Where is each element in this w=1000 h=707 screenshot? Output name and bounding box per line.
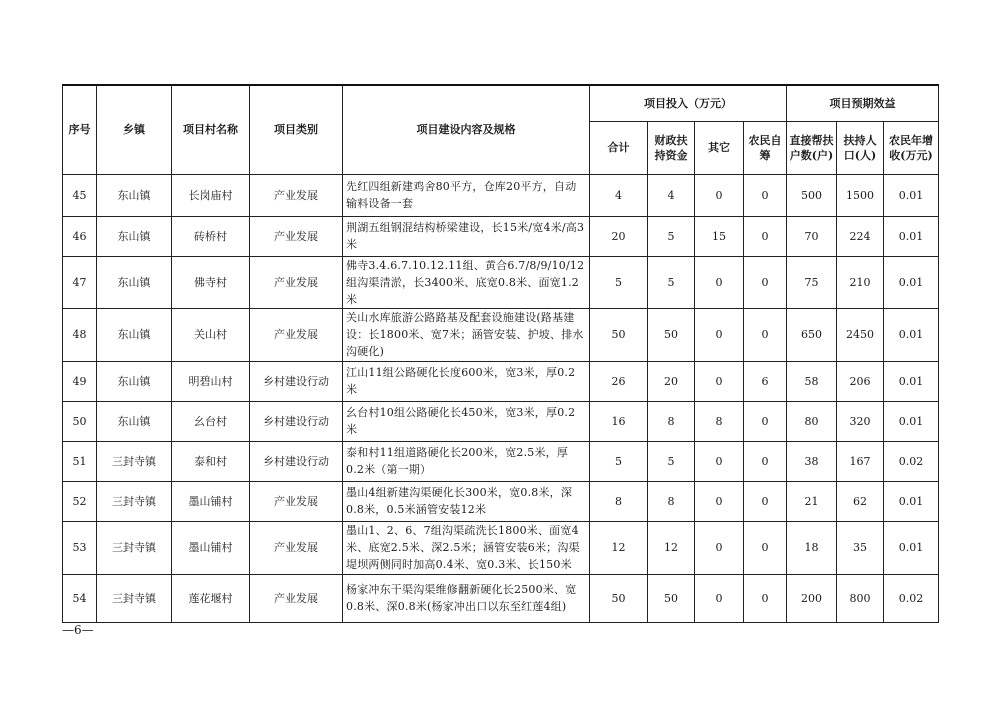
row-content: 佛寺3.4.6.7.10.12.11组、黄合6.7/8/9/10/12组沟渠清淤，长3400米、底宽0.8米、面宽1.2米 <box>343 256 590 308</box>
row-category: 产业发展 <box>250 574 343 622</box>
row-farmer: 0 <box>744 174 787 216</box>
table-row <box>63 401 939 441</box>
row-township: 三封寺镇 <box>97 521 172 574</box>
row-fiscal: 50 <box>648 574 695 622</box>
row-village: 幺台村 <box>172 401 250 441</box>
row-households: 38 <box>787 441 837 481</box>
row-content: 江山11组公路硬化长度600米，宽3米，厚0.2米 <box>343 361 590 401</box>
row-township: 东山镇 <box>97 401 172 441</box>
row-farmer: 0 <box>744 401 787 441</box>
row-serial: 49 <box>63 361 97 401</box>
project-table <box>62 84 939 623</box>
row-total: 26 <box>590 361 648 401</box>
row-population: 35 <box>837 521 884 574</box>
table-row <box>63 441 939 481</box>
row-content: 墨山4组新建沟渠硬化长300米，宽0.8米，深0.8米，0.5米涵管安装12米 <box>343 481 590 521</box>
row-village: 墨山铺村 <box>172 481 250 521</box>
row-fiscal: 5 <box>648 441 695 481</box>
table-row <box>63 174 939 216</box>
row-other: 8 <box>695 401 744 441</box>
header-row-1 <box>63 85 939 121</box>
row-income: 0.01 <box>884 521 939 574</box>
row-fiscal: 4 <box>648 174 695 216</box>
row-farmer: 0 <box>744 574 787 622</box>
row-serial: 45 <box>63 174 97 216</box>
table-row <box>63 308 939 361</box>
table-row <box>63 521 939 574</box>
header-fiscal: 财政扶持资金 <box>648 121 695 174</box>
row-serial: 50 <box>63 401 97 441</box>
row-farmer: 0 <box>744 481 787 521</box>
page-number: —6— <box>62 623 94 637</box>
row-fiscal: 5 <box>648 256 695 308</box>
row-population: 206 <box>837 361 884 401</box>
header-other: 其它 <box>695 121 744 174</box>
row-township: 东山镇 <box>97 256 172 308</box>
row-other: 0 <box>695 256 744 308</box>
row-population: 320 <box>837 401 884 441</box>
row-category: 产业发展 <box>250 216 343 256</box>
row-fiscal: 5 <box>648 216 695 256</box>
row-township: 东山镇 <box>97 216 172 256</box>
row-category: 产业发展 <box>250 521 343 574</box>
row-other: 15 <box>695 216 744 256</box>
row-village: 莲花堰村 <box>172 574 250 622</box>
header-township: 乡镇 <box>97 85 172 174</box>
row-total: 8 <box>590 481 648 521</box>
row-category: 产业发展 <box>250 256 343 308</box>
row-fiscal: 12 <box>648 521 695 574</box>
row-income: 0.01 <box>884 216 939 256</box>
row-households: 650 <box>787 308 837 361</box>
row-farmer: 0 <box>744 521 787 574</box>
header-category: 项目类别 <box>250 85 343 174</box>
row-village: 关山村 <box>172 308 250 361</box>
row-income: 0.01 <box>884 174 939 216</box>
table-row <box>63 256 939 308</box>
row-income: 0.02 <box>884 441 939 481</box>
row-village: 明碧山村 <box>172 361 250 401</box>
row-content: 关山水库旅游公路路基及配套设施建设(路基建设：长1800米、宽7米；涵管安装、护坡、排水沟硬化) <box>343 308 590 361</box>
table-row <box>63 216 939 256</box>
row-fiscal: 50 <box>648 308 695 361</box>
row-other: 0 <box>695 308 744 361</box>
row-households: 200 <box>787 574 837 622</box>
row-households: 58 <box>787 361 837 401</box>
header-income: 农民年增收(万元) <box>884 121 939 174</box>
row-serial: 48 <box>63 308 97 361</box>
row-population: 1500 <box>837 174 884 216</box>
row-farmer: 0 <box>744 441 787 481</box>
row-population: 210 <box>837 256 884 308</box>
row-farmer: 0 <box>744 256 787 308</box>
row-income: 0.01 <box>884 308 939 361</box>
row-farmer: 0 <box>744 308 787 361</box>
header-farmer: 农民自筹 <box>744 121 787 174</box>
row-income: 0.02 <box>884 574 939 622</box>
table-row <box>63 361 939 401</box>
header-population: 扶持人口(人) <box>837 121 884 174</box>
row-income: 0.01 <box>884 256 939 308</box>
row-population: 167 <box>837 441 884 481</box>
row-other: 0 <box>695 174 744 216</box>
row-households: 21 <box>787 481 837 521</box>
row-population: 2450 <box>837 308 884 361</box>
row-fiscal: 8 <box>648 481 695 521</box>
row-township: 三封寺镇 <box>97 481 172 521</box>
row-households: 500 <box>787 174 837 216</box>
row-category: 乡村建设行动 <box>250 361 343 401</box>
row-total: 50 <box>590 574 648 622</box>
row-category: 产业发展 <box>250 174 343 216</box>
row-township: 三封寺镇 <box>97 441 172 481</box>
row-serial: 52 <box>63 481 97 521</box>
row-township: 东山镇 <box>97 361 172 401</box>
row-category: 乡村建设行动 <box>250 441 343 481</box>
row-households: 70 <box>787 216 837 256</box>
row-category: 产业发展 <box>250 308 343 361</box>
row-content: 先红四组新建鸡舍80平方，仓库20平方，自动输料设备一套 <box>343 174 590 216</box>
row-other: 0 <box>695 481 744 521</box>
row-total: 5 <box>590 441 648 481</box>
row-fiscal: 8 <box>648 401 695 441</box>
row-income: 0.01 <box>884 401 939 441</box>
table-row <box>63 481 939 521</box>
row-township: 东山镇 <box>97 308 172 361</box>
header-content: 项目建设内容及规格 <box>343 85 590 174</box>
row-village: 砖桥村 <box>172 216 250 256</box>
table-body <box>63 174 939 622</box>
row-content: 墨山1、2、6、7组沟渠疏洗长1800米、面宽4米、底宽2.5米、深2.5米；涵管安装6米；沟渠堤坝两侧同时加高0.4米、宽0.3米、长150米 <box>343 521 590 574</box>
row-other: 0 <box>695 361 744 401</box>
row-category: 产业发展 <box>250 481 343 521</box>
row-total: 50 <box>590 308 648 361</box>
row-township: 三封寺镇 <box>97 574 172 622</box>
row-income: 0.01 <box>884 361 939 401</box>
row-total: 4 <box>590 174 648 216</box>
row-serial: 51 <box>63 441 97 481</box>
row-serial: 53 <box>63 521 97 574</box>
row-other: 0 <box>695 574 744 622</box>
row-population: 62 <box>837 481 884 521</box>
header-investment: 项目投入（万元） <box>590 85 787 121</box>
row-village: 长岗庙村 <box>172 174 250 216</box>
row-content: 杨家冲东干渠沟渠维修翻新硬化长2500米、宽0.8米、深0.8米(杨家冲出口以东至红莲4组) <box>343 574 590 622</box>
row-total: 16 <box>590 401 648 441</box>
table-row <box>63 574 939 622</box>
header-total: 合计 <box>590 121 648 174</box>
row-content: 泰和村11组道路硬化长200米，宽2.5米，厚0.2米（第一期） <box>343 441 590 481</box>
header-benefit: 项目预期效益 <box>787 85 939 121</box>
row-fiscal: 20 <box>648 361 695 401</box>
row-content: 幺台村10组公路硬化长450米，宽3米，厚0.2米 <box>343 401 590 441</box>
row-other: 0 <box>695 521 744 574</box>
row-total: 5 <box>590 256 648 308</box>
row-households: 80 <box>787 401 837 441</box>
row-content: 荆湖五组钢混结构桥梁建设，长15米/宽4米/高3米 <box>343 216 590 256</box>
row-category: 乡村建设行动 <box>250 401 343 441</box>
row-total: 12 <box>590 521 648 574</box>
row-population: 224 <box>837 216 884 256</box>
row-households: 18 <box>787 521 837 574</box>
row-other: 0 <box>695 441 744 481</box>
row-total: 20 <box>590 216 648 256</box>
row-population: 800 <box>837 574 884 622</box>
header-households: 直接帮扶户数(户) <box>787 121 837 174</box>
row-village: 墨山铺村 <box>172 521 250 574</box>
row-village: 佛寺村 <box>172 256 250 308</box>
row-township: 东山镇 <box>97 174 172 216</box>
row-serial: 46 <box>63 216 97 256</box>
row-serial: 47 <box>63 256 97 308</box>
header-village: 项目村名称 <box>172 85 250 174</box>
header-serial: 序号 <box>63 85 97 174</box>
row-village: 泰和村 <box>172 441 250 481</box>
row-income: 0.01 <box>884 481 939 521</box>
row-households: 75 <box>787 256 837 308</box>
row-serial: 54 <box>63 574 97 622</box>
row-farmer: 6 <box>744 361 787 401</box>
row-farmer: 0 <box>744 216 787 256</box>
